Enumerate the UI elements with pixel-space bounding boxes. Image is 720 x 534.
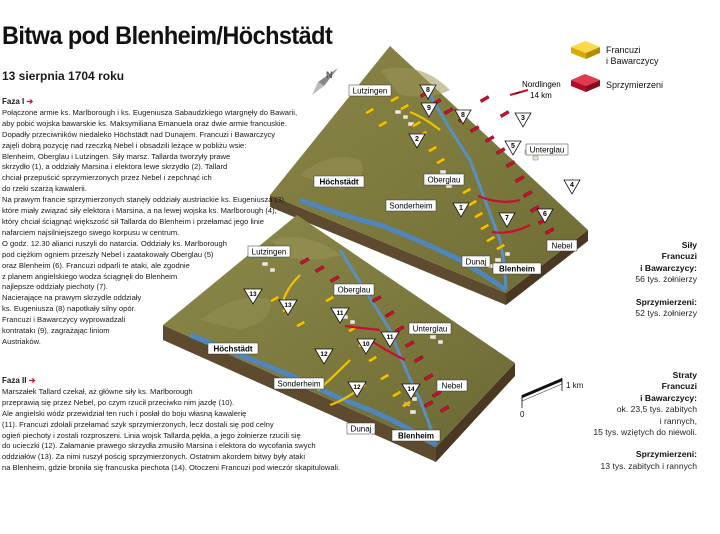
legend-french-swatch: [571, 41, 600, 59]
forces-french-label-2: i Bawarczycy:: [640, 262, 697, 273]
map1-marker-4: [564, 180, 580, 194]
scale-distance-label: 1 km: [566, 381, 584, 390]
svg-text:8: 8: [461, 112, 465, 119]
forces-stats: [635, 240, 697, 319]
phase2-line: oddziałów (13). Za nimi ruszył pościg sprzymierzonych. Ostatnim akordem bitwy były ataki: [2, 452, 306, 462]
map1-place-nordlingen: Nordlingen: [522, 80, 561, 89]
forces-french-label-1: Francuzi: [661, 251, 697, 262]
svg-text:6: 6: [543, 211, 547, 218]
phase1-line: pod ciężkim ogniem przeszły Nebel i zaatakowały Oberglau (5): [2, 249, 214, 259]
svg-text:12: 12: [353, 384, 361, 391]
legend-allies-label: Sprzymierzeni: [606, 80, 664, 90]
losses-french-value-3: 15 tys. wziętych do niewoli.: [593, 427, 697, 438]
scale-zero-label: 0: [520, 410, 525, 419]
losses-french-value-2: i rannych,: [659, 415, 697, 426]
losses-stats: [593, 370, 697, 472]
page-title: Bitwa pod Blenheim/Höchstädt: [2, 22, 333, 50]
phase2-text: [2, 376, 340, 474]
phase1-line: oraz Blenheim (6). Francuzi odparli te ataki, ale zgodnie: [2, 260, 190, 270]
losses-french-label-2: i Bawarczycy:: [640, 392, 697, 403]
phase1-line: Nacierające na prawym skrzydle oddziały: [2, 293, 142, 303]
svg-text:4: 4: [570, 182, 574, 189]
map1-place-dunaj: Dunaj: [465, 257, 487, 267]
phase1-line: skrzydło (1), a oddziały Marsina i elektora lewe skrzydło (2). Tallard: [2, 162, 228, 172]
phase1-line: nafarciem najsilniejszego swego korpusu w centrum.: [2, 227, 180, 237]
phase1-line: Blenheim, Oberglau i Lutzingen. Siły marsz. Tallarda tworzyły prawe: [2, 151, 231, 161]
map2-place-dunaj: Dunaj: [350, 424, 372, 434]
phase2-line: ogień piechoty i zostali rozproszeni. Linia wojsk Tallarda pękła, a jego żołnierze rzucili się: [2, 430, 301, 440]
phase2-line: na Blenheim, gdzie broniła się francuska piechota (14). Otoczeni Francuzi pod wieczór skapitulowali.: [2, 463, 341, 473]
svg-text:10: 10: [362, 341, 370, 348]
losses-allies-value: 13 tys. zabitych i rannych: [600, 460, 697, 471]
losses-french-label-1: Francuzi: [661, 381, 697, 392]
battle-date: 13 sierpnia 1704 roku: [2, 69, 125, 83]
map2-place-sonderheim: Sonderheim: [277, 379, 321, 389]
phase1-line: z planem angielskiego wodza ściągnęli do Blenheim: [2, 271, 178, 281]
map1-place-blenheim: Blenheim: [498, 264, 536, 274]
losses-title: Straty: [672, 370, 697, 380]
map2-place-oberglau: Oberglau: [337, 285, 371, 295]
phase1-line: najlepsze oddziały piechoty (7).: [2, 282, 108, 292]
forces-allies-label: Sprzymierzeni:: [635, 296, 697, 307]
map1-place-oberglau: Oberglau: [427, 175, 461, 185]
phase1-line: do rzeki szarżą kawalerii.: [2, 184, 87, 194]
legend: [571, 41, 600, 92]
phase1-line: aby pobić wojska bawarskie ks. Maksymiliana Emanuela oraz dwie armie francuskie.: [2, 118, 287, 128]
phase2-line: Marszałek Tallard czekał, aż główne siły ks. Marlborough: [2, 386, 193, 396]
losses-allies-label: Sprzymierzeni:: [635, 449, 697, 460]
svg-text:13: 13: [249, 291, 257, 298]
svg-text:8: 8: [426, 87, 430, 94]
phase1-line: zajęli dobrą pozycję nad rzeczką Nebel i obsadzili leżące w pobliżu wsie:: [2, 140, 247, 150]
phase2-line: (11). Francuzi zdołali przełamać szyk sprzymierzonych, lecz dostali się pod celny: [2, 419, 274, 429]
phase1-line: Francuzi i Bawarczycy wyprowadzali: [2, 315, 126, 325]
svg-text:11: 11: [386, 334, 394, 341]
svg-text:5: 5: [511, 143, 515, 150]
compass: [312, 68, 338, 95]
phase1-line: chciał przepuścić sprzymierzonych przez Nebel i zepchnąć ich: [2, 173, 212, 183]
forces-allies-value: 52 tys. żołnierzy: [635, 308, 697, 319]
svg-text:2: 2: [415, 136, 419, 143]
phase2-line: przeprawią się przez Nebel, po czym rzucił przeciwko nim jazdę (10).: [2, 397, 235, 407]
map1-place-nebel: Nebel: [551, 241, 573, 251]
svg-text:7: 7: [505, 215, 509, 222]
svg-text:11: 11: [336, 310, 344, 317]
phase1-line: O godz. 12.30 alianci ruszyli do natarcia. Oddziały ks. Marlborough: [2, 238, 227, 248]
losses-french-value-1: ok. 23,5 tys. zabitych: [616, 404, 697, 415]
phase1-line: Na prawym francie sprzymierzonych stanęły oddziały austriackie ks. Eugeniusza (3),: [2, 195, 287, 205]
map1-place-unterglau: Unterglau: [529, 145, 565, 155]
phase2-heading: Faza II ➔: [2, 376, 36, 385]
forces-title: Siły: [681, 240, 697, 250]
svg-text:14: 14: [407, 386, 415, 393]
phase2-line: Ale angielski wódz przewidział ten ruch i posłał do boju własną kawalerię: [2, 408, 247, 418]
map2-place-nebel: Nebel: [441, 381, 463, 391]
map1-place-hochstadt: Höchstädt: [319, 177, 359, 187]
svg-text:13: 13: [284, 302, 292, 309]
scale-bar: [522, 378, 562, 408]
legend-french-label-2: i Bawarczycy: [606, 56, 659, 66]
phase1-line: Austriaków.: [2, 336, 41, 346]
legend-allies-swatch: [571, 74, 600, 92]
svg-text:1: 1: [459, 205, 463, 212]
phase1-line: ks. Eugeniusza (8) napotkały silny opór.: [2, 304, 136, 314]
map2-place-lutzingen: Lutzingen: [251, 247, 287, 257]
phase1-line: Połączone armie ks. Marlborough i ks. Eugeniusza Sabaudzkiego wtargnęły do Bawarii,: [2, 107, 298, 117]
svg-text:3: 3: [521, 115, 525, 122]
compass-n-label: N: [326, 70, 333, 80]
phase1-line: które miały związać siły elektora i Marsina, a na lewej wojska ks. Marlborough (4),: [2, 206, 277, 216]
svg-text:9: 9: [427, 105, 431, 112]
map2-place-unterglau: Unterglau: [412, 324, 448, 334]
phase1-line: kontratakı (9), zagrażając liniom: [2, 326, 110, 336]
map1-place-lutzingen: Lutzingen: [352, 86, 388, 96]
map1-marker-3: [515, 113, 531, 127]
legend-french-label-1: Francuzi: [606, 45, 641, 55]
map1-nordlingen-distance: 14 km: [530, 91, 552, 100]
phase1-text: [2, 97, 297, 348]
svg-text:12: 12: [320, 351, 328, 358]
map2-place-hochstadt: Höchstädt: [213, 344, 253, 354]
forces-french-value: 56 tys. żołnierzy: [635, 274, 697, 285]
map1-place-sonderheim: Sonderheim: [389, 201, 433, 211]
map1-marker-5: [505, 141, 521, 155]
phase2-line: do ucieczki (12). Załamanie prawego skrzydła zmusiło Marsina i elektora do wycofania swych: [2, 441, 316, 451]
phase1-line: Dopadły przeciwników niedaleko Höchstädt nad Dunajem. Francuzi i Bawarczycy: [2, 129, 276, 139]
phase1-heading: Faza I ➔: [2, 97, 34, 106]
phase1-line: który chciał ściągnąć większość sił Tallarda do Blenheim i przełamać jego linie: [2, 216, 264, 226]
map2-place-blenheim: Blenheim: [397, 431, 435, 441]
